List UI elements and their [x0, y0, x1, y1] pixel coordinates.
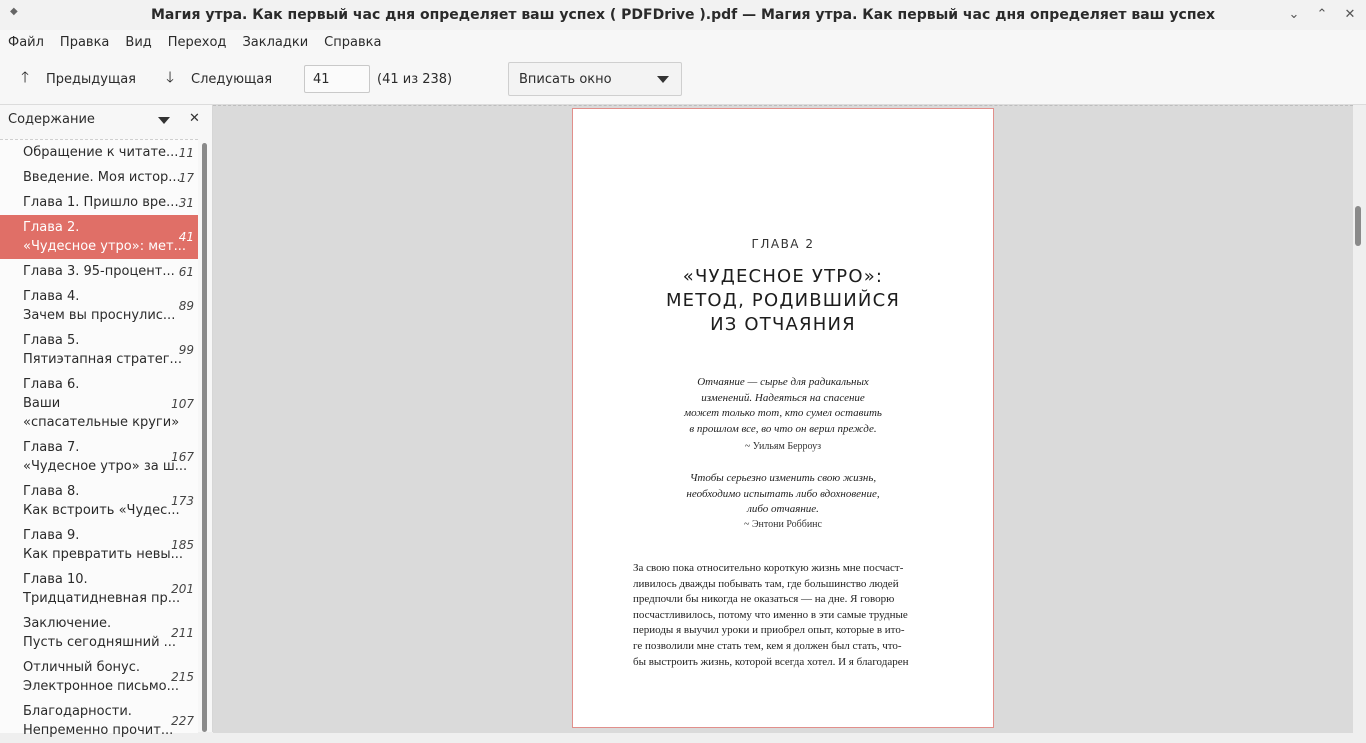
sidebar-scrollbar[interactable] — [202, 143, 207, 732]
maximize-icon[interactable]: ⌃ — [1316, 6, 1328, 22]
title-line: МЕТОД, РОДИВШИЙСЯ — [665, 290, 901, 311]
toc-item-label: Благодарности. — [23, 704, 132, 719]
sidebar — [0, 105, 213, 738]
toc-item-label: Глава 9. — [23, 528, 80, 543]
sidebar-dropdown-icon[interactable] — [158, 117, 170, 124]
body-text — [633, 561, 935, 670]
body-line: За свою пока относительно короткую жизнь мне посчаст- — [633, 562, 904, 574]
toc-item[interactable] — [0, 165, 198, 190]
chevron-down-icon — [657, 76, 669, 83]
toc-item[interactable] — [0, 328, 198, 372]
epigraph-2-author: ~ Энтони Роббинс — [744, 519, 822, 530]
toc-item-page: 167 — [171, 450, 194, 464]
toc-item[interactable] — [0, 435, 198, 479]
toc-item-label: Глава 2. — [23, 220, 80, 235]
epigraph-line: Чтобы серьезно изменить свою жизнь, — [689, 472, 877, 484]
toc-item-label: Электронное письмо... — [23, 679, 180, 694]
epigraph-line: изменений. Надеяться на спасение — [701, 391, 865, 404]
epigraph-line: необходимо испытать либо вдохновение, — [686, 487, 880, 500]
toc-item[interactable] — [0, 479, 198, 523]
toc-item-page: 17 — [178, 170, 194, 185]
close-icon[interactable]: ✕ — [1344, 6, 1356, 22]
body-line: бы выстроить жизнь, которой всегда хотел. И я благодарен — [633, 655, 909, 668]
previous-page-button[interactable] — [16, 68, 136, 90]
pin-icon[interactable]: ◆ — [10, 6, 18, 17]
toc-item-label: Глава 7. — [23, 440, 80, 455]
toc-item-page: 31 — [178, 195, 194, 210]
toc-item[interactable] — [0, 284, 198, 328]
menu-edit[interactable]: Правка — [59, 34, 110, 50]
toc-item-label: Глава 10. — [23, 572, 88, 587]
body-line: периоды я выучил уроки и приобрел опыт, которые в ито- — [633, 624, 905, 637]
chapter-label: ГЛАВА 2 — [751, 237, 815, 251]
title-line: ИЗ ОТЧАЯНИЯ — [710, 314, 856, 335]
next-label: Следующая — [191, 71, 273, 87]
toc-item-page: 227 — [171, 714, 194, 728]
sidebar-close-icon[interactable]: ✕ — [189, 111, 200, 126]
toc-item[interactable] — [0, 259, 198, 284]
toc-item-label: Пусть сегодняшний ... — [23, 635, 177, 650]
sidebar-title: Содержание — [8, 112, 95, 127]
epigraph-line: Отчаяние — сырье для радикальных — [697, 376, 869, 388]
chapter-title — [573, 265, 993, 337]
menu-go[interactable]: Переход — [167, 34, 227, 50]
toc-item-page: 185 — [171, 538, 194, 552]
toc-item-page: 61 — [178, 264, 194, 279]
toc-item-label: Глава 6. — [23, 377, 80, 392]
title-bar — [0, 0, 1366, 30]
toc-item-page: 99 — [178, 343, 194, 357]
toc-item[interactable] — [0, 523, 198, 567]
zoom-select[interactable] — [508, 62, 682, 96]
toc-item-label: Введение. Моя истор... — [23, 170, 181, 185]
toc-item[interactable] — [0, 372, 198, 435]
toc-item-page: 201 — [171, 582, 194, 596]
menu-help[interactable]: Справка — [324, 34, 382, 50]
toc-item-label: Как превратить невы... — [23, 547, 184, 562]
menu-bar — [0, 30, 1366, 54]
title-line: «ЧУДЕСНОЕ УТРО»: — [682, 266, 884, 287]
body-line: ливилось дважды побывать там, где большинство людей — [633, 577, 899, 590]
toc-item-label: Заключение. — [23, 616, 112, 631]
toc-item-page: 89 — [178, 299, 194, 313]
toc-item-label: «спасательные круги» — [23, 415, 180, 430]
toc-item-label: Как встроить «Чудес... — [23, 503, 180, 518]
body-line: предпочли бы никогда не оказаться — на дне. Я говорю — [633, 593, 895, 606]
toc-item-page: 11 — [178, 145, 194, 160]
toc-item-label: Глава 4. — [23, 289, 80, 304]
toc-item-label: Глава 3. 95-процент... — [23, 264, 175, 279]
epigraph-line: либо отчаяние. — [747, 503, 819, 515]
toolbar — [0, 54, 1366, 105]
toc-item-page: 215 — [171, 670, 194, 684]
toc-item-label: Обращение к читате... — [23, 145, 179, 160]
toc-item[interactable] — [0, 699, 198, 743]
menu-view[interactable]: Вид — [125, 34, 152, 50]
toc-item-page: 211 — [171, 626, 194, 640]
toc-item[interactable] — [0, 140, 198, 165]
toc-item-label: Ваши — [23, 396, 61, 411]
body-line: ге позволили мне стать тем, кем я должен был стать, что- — [633, 639, 902, 652]
toc-item-label: Глава 8. — [23, 484, 80, 499]
toc-item[interactable] — [0, 567, 198, 611]
toc-item-label: Глава 5. — [23, 333, 80, 348]
table-of-contents — [0, 139, 198, 738]
toc-item[interactable] — [0, 190, 198, 215]
minimize-icon[interactable]: ⌄ — [1288, 6, 1300, 22]
toc-item-label: Глава 1. Пришло вре... — [23, 195, 179, 210]
toc-item-label: Тридцатидневная пр... — [23, 591, 181, 606]
epigraph-1-author: ~ Уильям Берроуз — [744, 441, 822, 452]
epigraph-line: в прошлом все, во что он верил прежде. — [689, 422, 877, 435]
toc-item-label: Непременно прочит... — [23, 723, 174, 738]
arrow-down-icon: 🡓 — [166, 67, 174, 86]
page-count: (41 из 238) — [377, 72, 453, 87]
pdf-page — [572, 108, 994, 728]
toc-item-label: «Чудесное утро»: мет... — [23, 239, 186, 254]
window-title: Магия утра. Как первый час дня определяет ваш успех ( PDFDrive ).pdf — Магия утра. Как первый час дня определяет ваш успех — [150, 7, 1216, 23]
toc-item-label: Пятиэтапная стратег... — [23, 352, 182, 367]
toc-item-page: 41 — [178, 230, 194, 244]
menu-file[interactable]: Файл — [8, 34, 44, 50]
toc-item-page: 107 — [171, 396, 194, 411]
zoom-value: Вписать окно — [519, 71, 612, 87]
toc-item[interactable] — [0, 611, 198, 655]
toc-item[interactable] — [0, 655, 198, 699]
page-number-input[interactable] — [304, 65, 370, 93]
body-line: посчастливилось, потому что именно в эти самые трудные — [633, 608, 908, 621]
menu-bookmarks[interactable]: Закладки — [242, 34, 309, 50]
previous-label: Предыдущая — [46, 71, 136, 87]
epigraph-line: может только тот, кто сумел оставить — [684, 407, 882, 419]
toc-item-label: «Чудесное утро» за ш... — [23, 459, 188, 474]
sidebar-header — [0, 105, 212, 135]
document-view — [213, 105, 1353, 733]
next-page-button[interactable] — [161, 68, 272, 90]
epigraph-1 — [573, 375, 993, 437]
epigraph-2 — [573, 471, 993, 518]
toc-item[interactable] — [0, 215, 198, 259]
document-scrollbar[interactable] — [1355, 206, 1361, 246]
arrow-up-icon: 🡑 — [21, 67, 29, 86]
toc-item-page: 173 — [171, 494, 194, 508]
toc-item-label: Отличный бонус. — [23, 660, 141, 675]
toc-item-label: Зачем вы проснулис... — [23, 308, 176, 323]
